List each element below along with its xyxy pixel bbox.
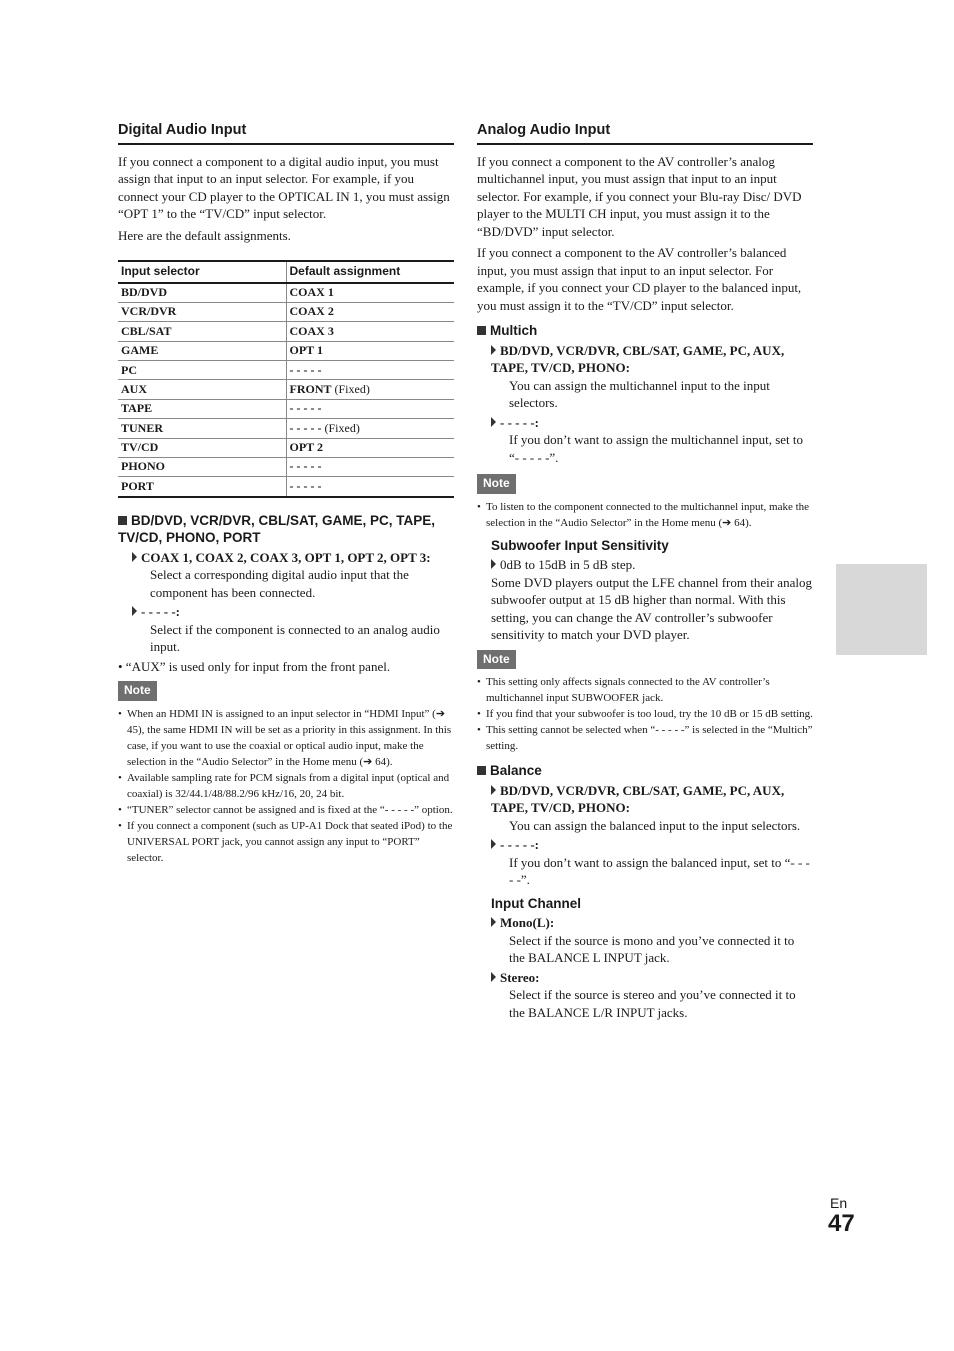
option-description: Select a corresponding digital audio input that the component has been connected.: [150, 567, 409, 600]
note-item: • To listen to the component connected to the multichannel input, make the selection in the “Audio Selector” in the Home menu (➔ 64).: [486, 499, 813, 531]
option-description: If you don’t want to assign the balanced input, set to “- - - - -”.: [509, 854, 810, 887]
triangle-bullet-icon: [491, 972, 496, 982]
triangle-bullet-icon: [132, 606, 137, 616]
triangle-bullet-icon: [491, 917, 496, 927]
notes-list: [477, 499, 813, 531]
default-assignment-cell: [286, 361, 454, 380]
input-selector-cell: [118, 361, 286, 380]
square-bullet-icon: [477, 326, 486, 335]
cell-suffix: (Fixed): [331, 381, 370, 396]
triangle-bullet-icon: [491, 417, 496, 427]
option-description: If you don’t want to assign the multichannel input, set to “- - - - -”.: [509, 432, 804, 465]
input-selector-cell: [118, 438, 286, 457]
cell-text: TAPE: [121, 401, 153, 416]
input-selector-cell: [118, 322, 286, 341]
input-selector-cell: [118, 419, 286, 438]
table-row: [118, 302, 454, 321]
cell-text: BD/DVD: [121, 284, 168, 299]
square-bullet-icon: [118, 516, 127, 525]
cell-text: GAME: [121, 343, 159, 358]
option-label: - - - - -:: [500, 414, 539, 430]
table-row: [118, 458, 454, 477]
multich-option-selectors: [491, 342, 813, 377]
default-assignment-cell: [286, 419, 454, 438]
triangle-bullet-icon: [491, 839, 496, 849]
cell-text: VCR/DVR: [121, 304, 177, 319]
multich-heading-text: Multich: [490, 323, 538, 338]
page-number: 47: [828, 1210, 855, 1237]
note-item: • This setting only affects signals connected to the AV controller’s multichannel input SUBWOOFER jack.: [486, 674, 813, 706]
multich-heading: [477, 322, 813, 340]
balance-heading: [477, 762, 813, 780]
option-label: - - - - -:: [141, 604, 180, 620]
cell-text: - - - - -: [289, 420, 322, 435]
option-coax-opt: [132, 549, 454, 567]
default-assignment-cell: [286, 438, 454, 457]
triangle-bullet-icon: [491, 785, 496, 795]
input-channel-heading: Input Channel: [491, 895, 581, 911]
table-row: [118, 399, 454, 418]
note-badge: Note: [477, 650, 516, 670]
note-item: • Available sampling rate for PCM signals from a digital input (optical and coaxial) is 32/44.1/48/88.2/96 kHz/16, 20, 24 bit.: [127, 770, 454, 802]
table-row: [118, 419, 454, 438]
option-label: BD/DVD, VCR/DVR, CBL/SAT, GAME, PC, AUX, TAPE, TV/CD, PHONO:: [491, 782, 785, 815]
option-description: You can assign the multichannel input to the input selectors.: [509, 377, 770, 410]
intro-paragraph: If you connect a component to a digital audio input, you must assign that input to an input selector. For example, if you connect your CD player to the OPTICAL IN 1, you must assign “OPT 1” to the “TV/CD” input selector.: [118, 153, 450, 221]
default-assignment-table: [118, 260, 454, 498]
input-selector-cell: [118, 477, 286, 497]
option-label: - - - - -:: [500, 837, 539, 852]
table-row: [118, 283, 454, 303]
note-item: • This setting cannot be selected when “- - - - -” is selected in the “Multich” setting.: [486, 722, 813, 754]
cell-text: TV/CD: [121, 440, 159, 455]
cell-text: - - - - -: [289, 362, 322, 377]
table-row: [118, 380, 454, 399]
multich-option-none: [491, 414, 813, 432]
input-selector-cell: [118, 302, 286, 321]
note-item: • If you connect a component (such as UP-A1 Dock that seated iPod) to the UNIVERSAL PORT jack, you cannot assign any input to “PORT” selector.: [127, 818, 454, 866]
cell-text: PORT: [121, 478, 154, 493]
section-title: Analog Audio Input: [477, 122, 813, 145]
cell-text: - - - - -: [289, 478, 322, 493]
triangle-bullet-icon: [132, 552, 137, 562]
input-channel-stereo: [491, 969, 813, 987]
cell-text: COAX 3: [289, 323, 334, 338]
balance-option-none: [491, 836, 813, 854]
table-row: [118, 361, 454, 380]
input-selector-cell: [118, 399, 286, 418]
intro-paragraph-2: Here are the default assignments.: [118, 227, 291, 243]
notes-list: [118, 706, 454, 866]
square-bullet-icon: [477, 766, 486, 775]
triangle-bullet-icon: [491, 559, 496, 569]
note-badge: Note: [477, 474, 516, 494]
option-label: Mono(L):: [500, 915, 555, 930]
cell-text: COAX 2: [289, 304, 334, 319]
default-assignment-cell: [286, 302, 454, 321]
column-header: Default assignment: [286, 261, 454, 283]
default-assignment-cell: [286, 399, 454, 418]
cell-text: COAX 1: [289, 284, 334, 299]
notes-list: [477, 674, 813, 754]
input-selector-cell: [118, 380, 286, 399]
subwoofer-heading: Subwoofer Input Sensitivity: [491, 537, 669, 553]
subwoofer-range: [491, 556, 813, 574]
input-selector-cell: [118, 458, 286, 477]
default-assignment-cell: [286, 380, 454, 399]
note-item: • “TUNER” selector cannot be assigned and is fixed at the “- - - - -” option.: [127, 802, 454, 818]
table-row: [118, 477, 454, 497]
input-selector-cell: [118, 283, 286, 303]
cell-text: CBL/SAT: [121, 323, 172, 338]
note-item: • If you find that your subwoofer is too loud, try the 10 dB or 15 dB setting.: [486, 706, 813, 722]
cell-text: TUNER: [121, 420, 164, 435]
range-text: 0dB to 15dB in 5 dB step.: [500, 557, 636, 572]
cell-text: AUX: [121, 381, 147, 396]
table-header-row: [118, 261, 454, 283]
triangle-bullet-icon: [491, 345, 496, 355]
table-row: [118, 341, 454, 360]
option-description: Select if the source is stereo and you’ve connected it to the BALANCE L/R INPUT jacks.: [509, 987, 796, 1020]
paragraph: If you connect a component to the AV controller’s analog multichannel input, you must assign that input to an input selector. For example, if you connect your Blu-ray Disc/ DVD player to the MULTI CH input, you must assign it to the “BD/DVD” input selector.: [477, 153, 802, 239]
analog-audio-input-section: [477, 122, 813, 1023]
language-label: En: [830, 1195, 848, 1211]
option-label: BD/DVD, VCR/DVR, CBL/SAT, GAME, PC, AUX, TAPE, TV/CD, PHONO:: [491, 342, 785, 375]
selectors-heading: [118, 512, 454, 547]
input-selector-cell: [118, 341, 286, 360]
default-assignment-cell: [286, 458, 454, 477]
default-assignment-cell: [286, 477, 454, 497]
default-assignment-cell: [286, 341, 454, 360]
input-channel-mono: [491, 914, 813, 932]
balance-option-selectors: [491, 782, 813, 817]
table-row: [118, 322, 454, 341]
digital-audio-input-section: [118, 122, 454, 866]
cell-text: - - - - -: [289, 401, 322, 416]
table-row: [118, 438, 454, 457]
selectors-heading-text: BD/DVD, VCR/DVR, CBL/SAT, GAME, PC, TAPE, TV/CD, PHONO, PORT: [118, 512, 436, 546]
default-assignment-cell: [286, 283, 454, 303]
option-none: [132, 603, 454, 621]
chapter-side-tab: [836, 564, 927, 655]
column-header: Input selector: [118, 261, 286, 283]
cell-suffix: (Fixed): [321, 420, 360, 435]
cell-text: OPT 1: [289, 343, 323, 358]
note-badge: Note: [118, 681, 157, 701]
section-title: Digital Audio Input: [118, 122, 454, 145]
aux-bullet: • “AUX” is used only for input from the front panel.: [118, 658, 391, 674]
cell-text: PC: [121, 362, 137, 377]
option-label: Stereo:: [500, 969, 540, 985]
cell-text: PHONO: [121, 459, 165, 474]
option-description: You can assign the balanced input to the input selectors.: [509, 817, 801, 833]
note-item: • When an HDMI IN is assigned to an input selector in “HDMI Input” (➔ 45), the same HDMI IN will be set as a priority in this assignment. In this case, if you want to use the coaxial or optical audio input, make the selection in the “Audio Selector” in the Home menu (➔ 64).: [127, 706, 454, 770]
cell-text: - - - - -: [289, 459, 322, 474]
option-description: Select if the component is connected to an analog audio input.: [150, 621, 440, 655]
cell-text: FRONT: [289, 381, 332, 396]
balance-heading-text: Balance: [490, 763, 542, 778]
paragraph: If you connect a component to the AV controller’s balanced input, you must assign that input to an input selector. For example, if you connect your CD player to the balanced input, you must assign it to the “TV/CD” input selector.: [477, 245, 802, 313]
option-label: COAX 1, COAX 2, COAX 3, OPT 1, OPT 2, OPT 3:: [141, 549, 431, 565]
option-description: Select if the source is mono and you’ve connected it to the BALANCE L INPUT jack.: [509, 932, 795, 965]
default-assignment-cell: [286, 322, 454, 341]
cell-text: OPT 2: [289, 440, 323, 455]
subwoofer-description: Some DVD players output the LFE channel from their analog subwoofer output at 15 dB higher than normal. With this setting, you can change the AV controller’s subwoofer sensitivity to match your DVD player.: [491, 574, 812, 642]
